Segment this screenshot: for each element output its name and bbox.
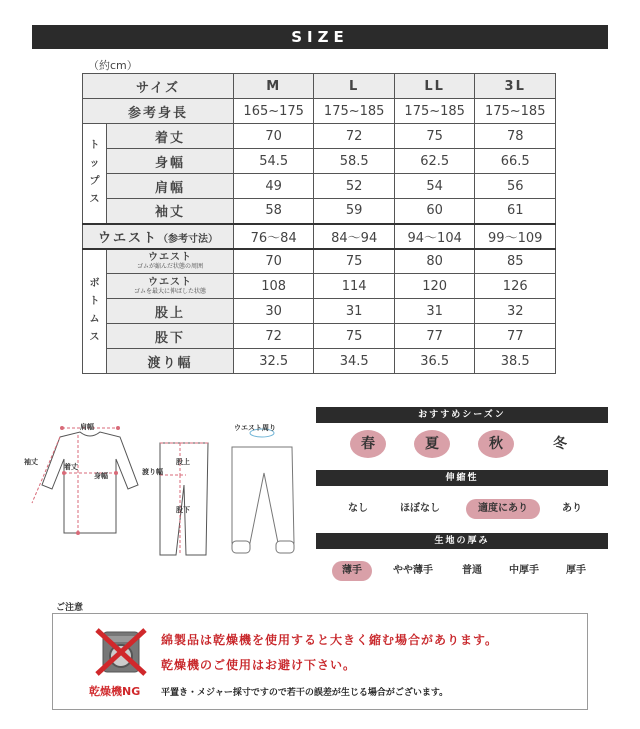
stretch-almost-none: ほぼなし xyxy=(400,503,440,514)
label-rise: 股上 xyxy=(176,458,190,466)
table-cell: 77 xyxy=(475,324,556,349)
table-row xyxy=(83,124,556,149)
table-cell: 54 xyxy=(394,174,475,199)
unit-note: （約cm） xyxy=(88,59,138,72)
table-cell: 80 xyxy=(394,249,475,274)
thickness-medium-thick: 中厚手 xyxy=(509,565,539,576)
size-header-label: サイズ xyxy=(83,74,234,99)
table-cell: 94〜104 xyxy=(394,224,475,249)
warning-text-2: 乾燥機のご使用はお避け下さい。 xyxy=(161,658,357,672)
tops-group-label xyxy=(83,124,107,224)
table-cell: 54.5 xyxy=(233,149,314,174)
table-cell: 120 xyxy=(394,274,475,299)
table-cell: 36.5 xyxy=(394,349,475,374)
table-cell: 84〜94 xyxy=(314,224,395,249)
label-length: 着丈 xyxy=(64,463,78,471)
table-cell: 75 xyxy=(314,249,395,274)
season-autumn: 秋 xyxy=(478,430,514,458)
table-cell: 66.5 xyxy=(475,149,556,174)
size-col-header: LL xyxy=(394,74,475,99)
table-cell: 38.5 xyxy=(475,349,556,374)
thickness-normal: 普通 xyxy=(462,565,482,576)
no-dryer-icon xyxy=(93,626,149,678)
table-row xyxy=(83,149,556,174)
thickness-thick: 厚手 xyxy=(566,565,586,576)
row-label: 股下 xyxy=(107,324,234,349)
table-cell: 31 xyxy=(314,299,395,324)
table-cell: 114 xyxy=(314,274,395,299)
table-cell: 52 xyxy=(314,174,395,199)
season-spring: 春 xyxy=(350,430,386,458)
table-cell: 77 xyxy=(394,324,475,349)
row-label: 肩幅 xyxy=(107,174,234,199)
table-cell: 175~185 xyxy=(394,99,475,124)
group-char: ボ xyxy=(89,278,100,290)
table-cell: 85 xyxy=(475,249,556,274)
season-winter: 冬 xyxy=(553,436,567,452)
table-row xyxy=(83,99,556,124)
table-cell: 49 xyxy=(233,174,314,199)
garment-diagram xyxy=(20,415,300,565)
table-cell: 78 xyxy=(475,124,556,149)
shirt-illustration xyxy=(42,432,138,533)
thickness-title-bar: 生地の厚み xyxy=(316,533,608,549)
row-label: 身幅 xyxy=(107,149,234,174)
row-label-main: ウエスト xyxy=(147,251,192,263)
season-summer: 夏 xyxy=(414,430,450,458)
row-label-sub: ゴムが縮んだ状態の周囲 xyxy=(136,262,203,270)
table-row xyxy=(83,224,556,249)
table-row xyxy=(83,299,556,324)
table-header-row xyxy=(83,74,556,99)
table-cell: 72 xyxy=(314,124,395,149)
stretch-none: なし xyxy=(348,503,368,514)
table-row xyxy=(83,324,556,349)
size-table xyxy=(82,73,556,374)
group-char: ス xyxy=(89,194,100,206)
table-cell: 58.5 xyxy=(314,149,395,174)
group-char: ス xyxy=(89,332,100,344)
label-shoulder: 肩幅 xyxy=(80,423,94,431)
row-label: 参考身長 xyxy=(83,99,234,124)
row-label: 股上 xyxy=(107,299,234,324)
label-sleeve: 袖丈 xyxy=(24,458,38,466)
bottoms-group-label xyxy=(83,249,107,374)
table-cell: 62.5 xyxy=(394,149,475,174)
table-cell: 61 xyxy=(475,199,556,224)
stretch-yes: あり xyxy=(562,503,582,514)
table-cell: 175~185 xyxy=(314,99,395,124)
table-cell: 72 xyxy=(233,324,314,349)
row-label: 着丈 xyxy=(107,124,234,149)
label-thigh: 渡り幅 xyxy=(142,468,163,476)
thickness-slightly-thin: やや薄手 xyxy=(393,565,433,576)
notice-box xyxy=(52,613,588,710)
thickness-thin: 薄手 xyxy=(332,561,372,581)
table-cell: 126 xyxy=(475,274,556,299)
table-cell: 58 xyxy=(233,199,314,224)
row-label-main: ウエスト xyxy=(147,276,192,288)
size-col-header: 3L xyxy=(475,74,556,99)
size-col-header: M xyxy=(233,74,314,99)
table-cell: 30 xyxy=(233,299,314,324)
group-char: ト xyxy=(89,140,100,152)
table-cell: 59 xyxy=(314,199,395,224)
label-inseam: 股下 xyxy=(176,506,190,514)
table-cell: 60 xyxy=(394,199,475,224)
row-label-sub: ゴムを最大に伸ばした状態 xyxy=(133,287,206,295)
table-cell: 175~185 xyxy=(475,99,556,124)
table-cell: 31 xyxy=(394,299,475,324)
pants-front-illustration xyxy=(232,447,294,553)
dryer-ng-label: 乾燥機NG xyxy=(89,685,141,698)
stretch-title-bar: 伸縮性 xyxy=(316,470,608,486)
table-cell: 56 xyxy=(475,174,556,199)
table-cell: 70 xyxy=(233,249,314,274)
row-label: 袖丈 xyxy=(107,199,234,224)
season-title-bar: おすすめシーズン xyxy=(316,407,608,423)
table-row xyxy=(83,349,556,374)
size-col-header: L xyxy=(314,74,395,99)
label-width: 身幅 xyxy=(94,472,108,480)
row-label-note: （参考寸法） xyxy=(157,233,218,245)
waist-row-label xyxy=(83,224,234,249)
table-row xyxy=(83,174,556,199)
row-label xyxy=(107,274,234,299)
table-row xyxy=(83,199,556,224)
table-cell: 99〜109 xyxy=(475,224,556,249)
group-char: プ xyxy=(89,176,100,188)
measurement-note: 平置き・メジャー採寸ですので若干の誤差が生じる場合がございます。 xyxy=(161,688,449,698)
row-label xyxy=(107,249,234,274)
size-title: SIZE xyxy=(32,25,608,49)
table-row xyxy=(83,274,556,299)
table-row xyxy=(83,249,556,274)
warning-text-1: 綿製品は乾燥機を使用すると大きく縮む場合があります。 xyxy=(161,633,499,647)
table-cell: 108 xyxy=(233,274,314,299)
table-cell: 32.5 xyxy=(233,349,314,374)
measurement-illustrations xyxy=(20,415,300,565)
table-cell: 75 xyxy=(314,324,395,349)
table-cell: 32 xyxy=(475,299,556,324)
table-cell: 165~175 xyxy=(233,99,314,124)
notice-label: ご注意 xyxy=(56,603,84,613)
table-cell: 34.5 xyxy=(314,349,395,374)
row-label: ウエスト xyxy=(97,230,158,246)
table-cell: 70 xyxy=(233,124,314,149)
row-label: 渡り幅 xyxy=(107,349,234,374)
table-cell: 76〜84 xyxy=(233,224,314,249)
group-char: ト xyxy=(89,296,100,308)
group-char: ム xyxy=(89,314,100,326)
label-waist-around: ウエスト周り xyxy=(234,424,276,432)
group-char: ッ xyxy=(89,158,100,170)
stretch-moderate: 適度にあり xyxy=(466,499,540,519)
table-cell: 75 xyxy=(394,124,475,149)
